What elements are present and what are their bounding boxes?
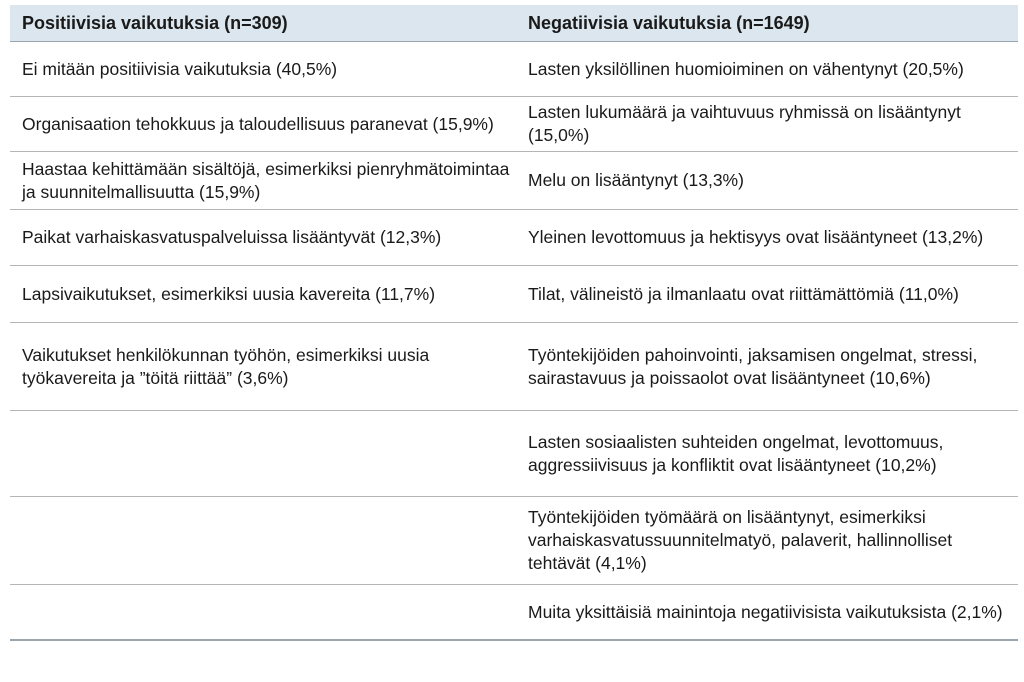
cell-negative — [518, 411, 1018, 496]
cell-positive — [10, 210, 518, 265]
cell-negative — [518, 42, 1018, 96]
cell-text: Vaikutukset henkilökunnan työhön, esimerkiksi uusia työkavereita ja ”töitä riittää” (3,6%) — [22, 344, 430, 388]
cell-text: Lasten yksilöllinen huomioiminen on vähentynyt (20,5%) — [528, 58, 964, 79]
table-header — [10, 5, 1018, 42]
table-row — [10, 585, 1018, 641]
cell-negative — [518, 585, 1018, 639]
cell-positive — [10, 585, 518, 639]
cell-positive — [10, 323, 518, 410]
cell-text: Lapsivaikutukset, esimerkiksi uusia kavereita (11,7%) — [22, 283, 436, 304]
cell-negative — [518, 497, 1018, 584]
cell-negative — [518, 323, 1018, 410]
table-row — [10, 210, 1018, 266]
cell-positive — [10, 42, 518, 96]
cell-text: Organisaation tehokkuus ja taloudellisuus paranevat (15,9%) — [22, 113, 494, 134]
cell-positive — [10, 266, 518, 322]
header-negative: Negatiivisia vaikutuksia (n=1649) — [528, 12, 810, 33]
cell-text: Melu on lisääntynyt (13,3%) — [528, 170, 744, 190]
table-row — [10, 97, 1018, 152]
header-positive: Positiivisia vaikutuksia (n=309) — [22, 12, 288, 33]
table-row — [10, 323, 1018, 411]
cell-text: Muita yksittäisiä mainintoja negatiivisista vaikutuksista (2,1%) — [528, 601, 1003, 622]
table-row — [10, 42, 1018, 97]
table-row — [10, 152, 1018, 210]
cell-text: Työntekijöiden pahoinvointi, jaksamisen ongelmat, stressi, sairastavuus ja poissaolot ovat lisääntyneet (10,6%) — [528, 344, 978, 388]
cell-negative — [518, 97, 1018, 151]
cell-text: Paikat varhaiskasvatuspalveluissa lisääntyvät (12,3%) — [22, 227, 442, 247]
cell-negative — [518, 266, 1018, 322]
cell-text: Haastaa kehittämään sisältöjä, esimerkiksi pienryhmätoimintaa ja suunnitelmallisuutta (15,9%) — [22, 158, 510, 202]
cell-positive — [10, 411, 518, 496]
cell-text: Lasten sosiaalisten suhteiden ongelmat, levottomuus, aggressiivisuus ja konfliktit ovat lisääntyneet (10,2%) — [528, 431, 944, 475]
cell-positive — [10, 97, 518, 151]
cell-text: Työntekijöiden työmäärä on lisääntynyt, esimerkiksi varhaiskasvatussuunnitelmatyö, palaverit, hallinnolliset tehtävät (4,1%) — [528, 507, 953, 573]
cell-text: Yleinen levottomuus ja hektisyys ovat lisääntyneet (13,2%) — [528, 227, 984, 247]
cell-positive — [10, 152, 518, 209]
table-row — [10, 266, 1018, 323]
cell-negative — [518, 210, 1018, 265]
table-row — [10, 411, 1018, 497]
table-row — [10, 497, 1018, 585]
cell-text: Lasten lukumäärä ja vaihtuvuus ryhmissä on lisääntynyt (15,0%) — [528, 102, 961, 145]
effects-table — [10, 5, 1018, 641]
cell-text: Tilat, välineistö ja ilmanlaatu ovat riittämättömiä (11,0%) — [528, 283, 959, 304]
cell-negative — [518, 152, 1018, 209]
cell-positive — [10, 497, 518, 584]
cell-text: Ei mitään positiivisia vaikutuksia (40,5%) — [22, 58, 338, 79]
